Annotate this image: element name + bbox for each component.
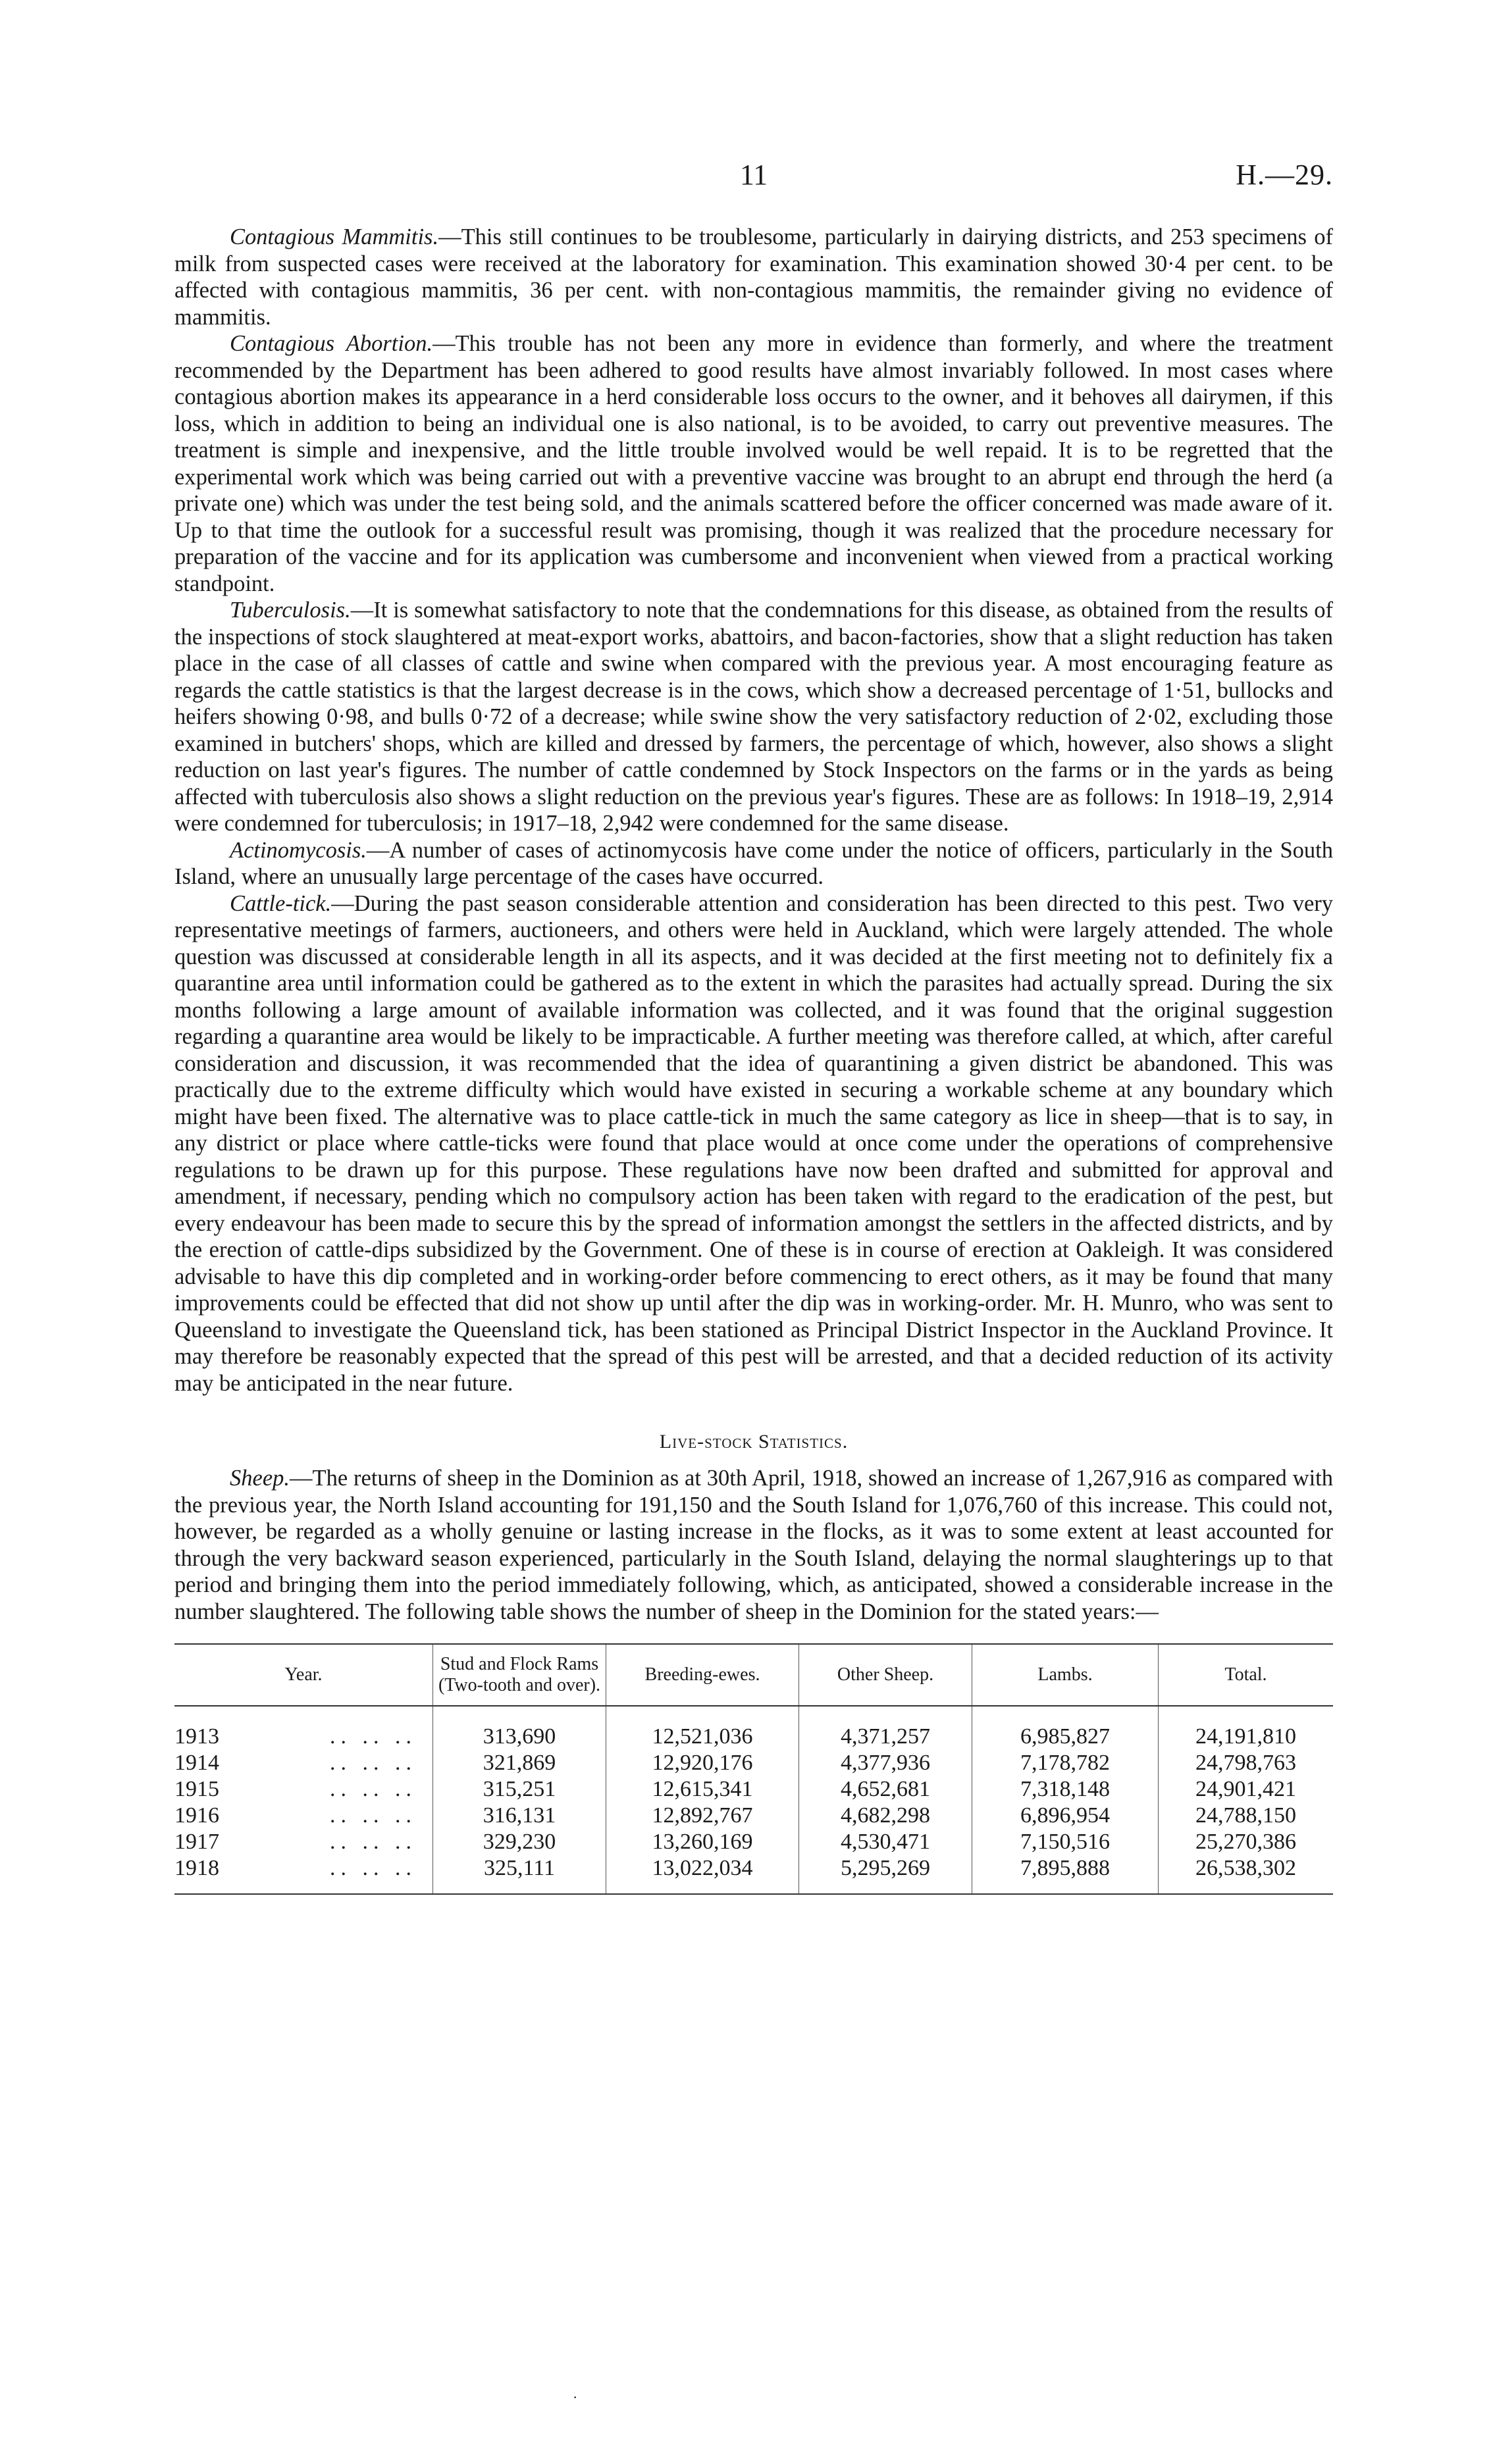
cell-other-sheep: 4,377,936 [799,1750,972,1776]
document-code: H.—29. [1236,159,1333,191]
cell-rams: 329,230 [433,1829,606,1855]
leader-dots: .. .. .. [330,1830,417,1854]
year-value: 1918 [174,1856,219,1880]
paragraph-actinomycosis [174,837,1333,890]
table-row [174,1776,1333,1803]
paragraph-text: —This trouble has not been any more in evidence than formerly, and where the treatment recommended by the Department has been adhered to good results have almost invariably followed. In most cases where contagious abortion makes its appearance in a herd considerable loss occurs to the owner, and it behoves all dairymen, if this loss, which in addition to being an individual one is also national, is to be avoided, to carry out preventive measures. The treatment is simple and inexpensive, and the little trouble involved would be well repaid. It is to be regretted that the experimental work which was being carried out with a preventive vaccine was brought to an abrupt end through the herd (a private one) which was under the test being sold, and the animals scattered before the officer concerned was made aware of it. Up to that time the outlook for a successful result was promising, though it was realized that the procedure necessary for preparation of the vaccine and for its application was cumbersome and inconvenient when viewed from a practical working standpoint. [174,331,1333,596]
paragraph-contagious-abortion [174,330,1333,597]
cell-ewes: 13,022,034 [606,1855,799,1894]
cell-other-sheep: 4,682,298 [799,1803,972,1829]
column-header-other-sheep: Other Sheep. [799,1644,972,1706]
leader-dots: .. .. .. [330,1724,417,1749]
cell-lambs: 6,896,954 [972,1803,1159,1829]
table-header-row [174,1644,1333,1706]
cell-lambs: 7,895,888 [972,1855,1159,1894]
page-content [174,224,1333,1895]
sheep-statistics-table [174,1643,1333,1895]
cell-ewes: 12,920,176 [606,1750,799,1776]
cell-total: 24,901,421 [1159,1776,1334,1803]
column-header-ewes: Breeding-ewes. [606,1644,799,1706]
cell-year [174,1803,433,1829]
leader-dots: .. .. .. [330,1751,417,1775]
cell-year [174,1750,433,1776]
cell-total: 26,538,302 [1159,1855,1334,1894]
cell-lambs: 7,150,516 [972,1829,1159,1855]
cell-lambs: 7,318,148 [972,1776,1159,1803]
paragraph-sheep [174,1465,1333,1625]
cell-rams: 313,690 [433,1706,606,1750]
cell-ewes: 13,260,169 [606,1829,799,1855]
leader-dots: .. .. .. [330,1803,417,1828]
cell-total: 24,788,150 [1159,1803,1334,1829]
cell-total: 24,798,763 [1159,1750,1334,1776]
paragraph-contagious-mammitis [174,224,1333,330]
cell-year [174,1776,433,1803]
leader-dots: .. .. .. [330,1856,417,1880]
cell-lambs: 7,178,782 [972,1750,1159,1776]
paragraph-lead: Sheep. [230,1466,290,1491]
cell-ewes: 12,521,036 [606,1706,799,1750]
column-header-rams: Stud and Flock Rams (Two-tooth and over). [433,1644,606,1706]
year-value: 1915 [174,1777,219,1801]
cell-lambs: 6,985,827 [972,1706,1159,1750]
cell-year [174,1855,433,1894]
table-row [174,1855,1333,1894]
cell-other-sheep: 5,295,269 [799,1855,972,1894]
year-value: 1917 [174,1830,219,1854]
cell-total: 24,191,810 [1159,1706,1334,1750]
column-header-lambs: Lambs. [972,1644,1159,1706]
paragraph-text: —It is somewhat satisfactory to note that the condemnations for this disease, as obtained from the results of the inspections of stock slaughtered at meat-export works, abattoirs, and bacon-factories, show that a slight reduction has taken place in the case of all classes of cattle and swine when compared with the previous year. A most encouraging feature as regards the cattle statistics is that the largest decrease is in the cows, which show a decreased percentage of 1·51, bullocks and heifers showing 0·98, and bulls 0·72 of a decrease; while swine show the very satisfactory reduction of 2·02, excluding those examined in butchers' shops, which are killed and dressed by farmers, the percentage of which, however, also shows a slight reduction on last year's figures. The number of cattle condemned by Stock Inspectors on the farms or in the yards as being affected with tuberculosis also shows a slight reduction on the previous year's figures. These are as follows: In 1918–19, 2,914 were condemned for tuberculosis; in 1917–18, 2,942 were condemned for the same disease. [174,598,1333,836]
cell-ewes: 12,615,341 [606,1776,799,1803]
paragraph-text: —A number of cases of actinomycosis have come under the notice of officers, particularly in the South Island, where an unusually large percentage of the cases have occurred. [174,837,1333,889]
paragraph-lead: Cattle-tick. [230,890,332,916]
table-row [174,1750,1333,1776]
paragraph-lead: Actinomycosis. [230,837,367,863]
paragraph-text: —The returns of sheep in the Dominion as at 30th April, 1918, showed an increase of 1,267,916 as compared with the previous year, the North Island accounting for 191,150 and the South Island for 1,076,760 of this increase. This could not, however, be regarded as a wholly genuine or lasting increase in the flocks, as it was to some extent at least accounted for through the very backward season experienced, particularly in the South Island, delaying the normal slaughterings up to that period and bringing them into the period immediately following, which, as anticipated, showed a considerable increase in the number slaughtered. The following table shows the number of sheep in the Dominion for the stated years:— [174,1466,1333,1624]
cell-year [174,1706,433,1750]
leader-dots: .. .. .. [330,1777,417,1801]
paragraph-tuberculosis [174,597,1333,837]
page-number: 11 [739,159,768,191]
cell-year [174,1829,433,1855]
table-row [174,1706,1333,1750]
year-value: 1916 [174,1803,219,1828]
cell-other-sheep: 4,371,257 [799,1706,972,1750]
cell-ewes: 12,892,767 [606,1803,799,1829]
footer-mark: · [573,2389,578,2405]
table-row [174,1829,1333,1855]
cell-rams: 325,111 [433,1855,606,1894]
paragraph-text: —This still continues to be troublesome, particularly in dairying districts, and 253 specimens of milk from suspected cases were received at the laboratory for examination. This examination showed 30·4 per cent. to be affected with contagious mammitis, 36 per cent. with non-contagious mammitis, the remainder giving no evidence of mammitis. [174,224,1333,330]
paragraph-lead: Contagious Mammitis. [230,224,439,249]
year-value: 1914 [174,1751,219,1775]
paragraph-cattle-tick [174,890,1333,1397]
column-header-total: Total. [1159,1644,1334,1706]
cell-rams: 316,131 [433,1803,606,1829]
cell-other-sheep: 4,652,681 [799,1776,972,1803]
table-row [174,1803,1333,1829]
year-value: 1913 [174,1724,219,1749]
paragraph-lead: Contagious Abortion. [230,331,433,356]
paragraph-text: —During the past season considerable attention and consideration has been directed to this pest. Two very representative meetings of farmers, auctioneers, and others were held in Auckland, which were largely attended. The whole question was discussed at considerable length in all its aspects, and it was decided at the first meeting not to definitely fix a quarantine area until information could be gathered as to the extent in which the parasites had actually spread. During the six months following a large amount of available information was collected, and it was found that the original suggestion regarding a quarantine area would be likely to be impracticable. A further meeting was therefore called, at which, after careful consideration and discussion, it was recommended that the idea of quarantining a given district be abandoned. This was practically due to the extreme difficulty which would have existed in securing a workable scheme at any boundary which might have been fixed. The alternative was to place cattle-tick in much the same category as lice in sheep—that is to say, in any district or place where cattle-ticks were found that place would at once come under the operations of comprehensive regulations to be drawn up for this purpose. These regulations have now been drafted and submitted for approval and amendment, if necessary, pending which no compulsory action has been taken with regard to the eradication of the pest, but every endeavour has been made to secure this by the spread of information amongst the settlers in the affected districts, and by the erection of cattle-dips subsidized by the Government. One of these is in course of erection at Oakleigh. It was considered advisable to have this dip completed and in working-order before commencing to erect others, as it may be found that many improvements could be effected that did not show up until after the dip was in working-order. Mr. H. Munro, who was sent to Queensland to investigate the Queensland tick, has been stationed as Principal District Inspector in the Auckland Province. It may therefore be reasonably expected that the spread of this pest will be arrested, and that a decided reduction of its activity may be anticipated in the near future. [174,890,1333,1396]
cell-total: 25,270,386 [1159,1829,1334,1855]
cell-other-sheep: 4,530,471 [799,1829,972,1855]
section-title: Live-stock Statistics. [659,1431,849,1452]
page-header [174,158,1333,211]
paragraph-lead: Tuberculosis. [230,598,351,623]
cell-rams: 321,869 [433,1750,606,1776]
column-header-year: Year. [174,1644,433,1706]
cell-rams: 315,251 [433,1776,606,1803]
